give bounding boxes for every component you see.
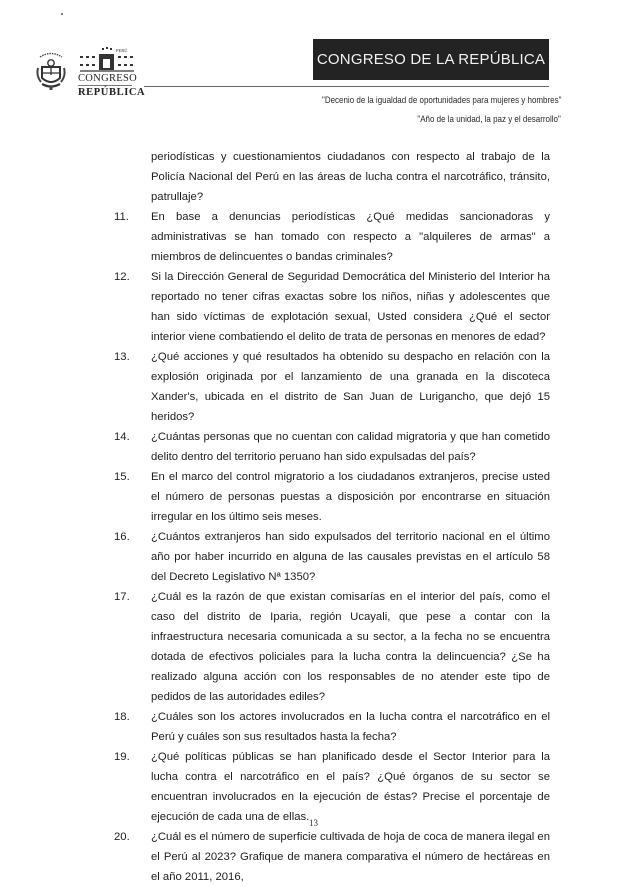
question-text: Si la Dirección General de Seguridad Democrática del Ministerio del Interior ha reportado no tener cifras exactas sobre los niños, niñas y adolescentes que han sido víctimas de explotación sexual, Usted considera ¿Qué el sector interior viene combatiendo el delito de trata de personas en menores de edad? xyxy=(151,271,550,343)
question-number: 17. xyxy=(114,591,130,603)
logo-republica-text: REPÚBLICA xyxy=(78,87,146,98)
question-number: 18. xyxy=(114,711,130,723)
continuation-paragraph xyxy=(114,147,550,207)
question-text: En el marco del control migratorio a los ciudadanos extranjeros, precise usted el número de personas puestas a disposición por encontrarse en situación irregular en los último seis meses. xyxy=(151,471,550,523)
question-text: ¿Cuántas personas que no cuentan con calidad migratoria y que han cometido delito dentro del territorio peruano han sido expulsadas del país? xyxy=(151,431,550,463)
document-body xyxy=(114,147,550,887)
question-item xyxy=(114,587,550,707)
header-banner xyxy=(313,39,549,80)
logo-congreso-text: CONGRESO xyxy=(78,73,137,84)
question-text: ¿Cuántos extranjeros han sido expulsados del territorio nacional en el último año por haber incurrido en alguna de las causales previstas en el artículo 58 del Decreto Legislativo Nª 1350? xyxy=(151,531,550,583)
question-item xyxy=(114,347,550,427)
motto-decade: "Decenio de la igualdad de oportunidades para mujeres y hombres" xyxy=(321,95,561,105)
question-item xyxy=(114,747,550,827)
question-number: 11. xyxy=(114,211,129,223)
question-number: 13. xyxy=(114,351,130,363)
question-number: 16. xyxy=(114,531,130,543)
banner-title: CONGRESO DE LA REPÚBLICA xyxy=(316,51,546,68)
question-number: 20. xyxy=(114,831,130,843)
question-item xyxy=(114,427,550,467)
logo-peru-text: PERÚ xyxy=(116,48,128,53)
question-item xyxy=(114,467,550,527)
scan-speck xyxy=(61,13,63,15)
question-number: 15. xyxy=(114,471,130,483)
congress-logo xyxy=(78,46,144,98)
logo-divider xyxy=(78,85,132,86)
question-text: En base a denuncias periodísticas ¿Qué medidas sancionadoras y administrativas se han tomado con respecto a "alquileres de armas" a miembros de delincuentes o bandas criminales? xyxy=(151,211,550,263)
question-text: ¿Qué acciones y qué resultados ha obtenido su despacho en relación con la explosión originada por el lanzamiento de una granada en la discoteca Xander's, ubicada en el distrito de San Juan de Lurigancho, que dejó 15 heridos? xyxy=(151,351,550,423)
question-item xyxy=(114,707,550,747)
question-text: ¿Cuál es la razón de que existan comisarías en el interior del país, como el caso del distrito de Iparia, región Ucayali, que pese a contar con la infraestructura necesaria comunicada a su sector, a la fecha no se encuentra dotada de efectivos policiales para la lucha contra la delincuencia? ¿Se ha realizado alguna acción con los responsables de no atender este tipo de pedidos de las autoridades ediles? xyxy=(151,591,550,703)
question-item xyxy=(114,267,550,347)
question-item xyxy=(114,207,550,267)
question-text: ¿Qué políticas públicas se han planificado desde el Sector Interior para la lucha contra el narcotráfico en el país? ¿Qué órganos de su sector se encuentran involucrados en la ejecución de éstas? Precise el porcentaje de ejecución de cada una de ellas. xyxy=(151,751,550,823)
national-coat-of-arms-icon xyxy=(36,50,66,92)
motto-year: "Año de la unidad, la paz y el desarrollo" xyxy=(417,114,561,124)
question-item xyxy=(114,827,550,887)
congress-building-icon xyxy=(80,46,134,72)
page-number: 13 xyxy=(309,818,318,828)
question-text: ¿Cuáles son los actores involucrados en la lucha contra el narcotráfico en el Perú y cuáles son sus resultados hasta la fecha? xyxy=(151,711,550,743)
header-logos xyxy=(34,46,144,98)
header-rule xyxy=(144,86,549,87)
question-number: 14. xyxy=(114,431,130,443)
question-text: ¿Cuál es el número de superficie cultivada de hoja de coca de manera ilegal en el Perú al 2023? Grafique de manera comparativa el número de hectáreas en el año 2011, 2016, xyxy=(151,831,550,883)
continuation-text: periodísticas y cuestionamientos ciudadanos con respecto al trabajo de la Policía Nacional del Perú en las áreas de lucha contra el narcotráfico, tránsito, patrullaje? xyxy=(151,151,550,203)
question-number: 19. xyxy=(114,751,130,763)
question-number: 12. xyxy=(114,271,130,283)
question-list xyxy=(114,207,550,887)
question-item xyxy=(114,527,550,587)
